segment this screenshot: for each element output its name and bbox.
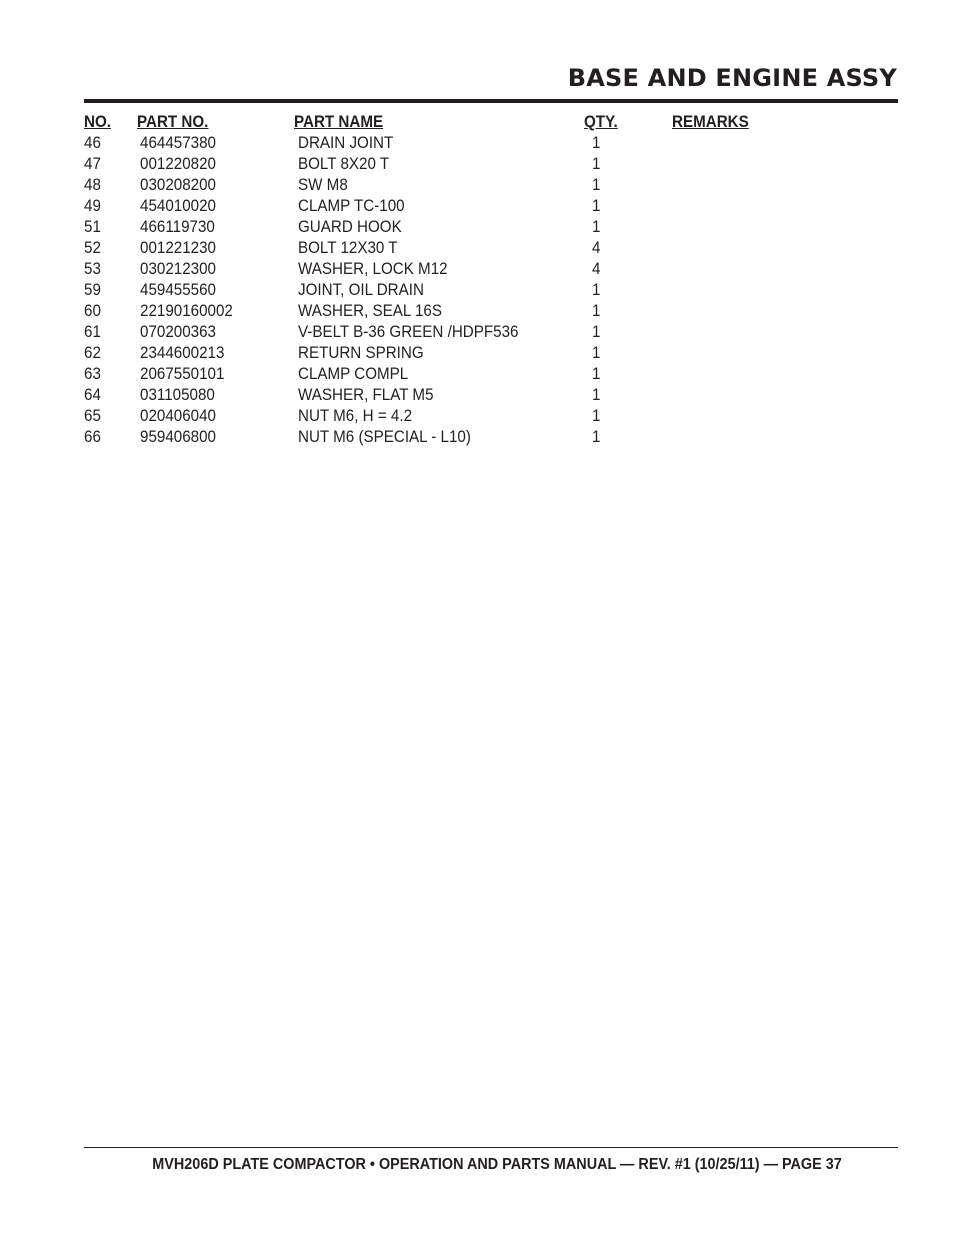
cell-qty: 1 [592,365,601,383]
table-row [84,385,804,406]
cell-part-name: CLAMP COMPL [298,365,409,383]
cell-part-no: 030208200 [140,176,216,194]
cell-part-name: WASHER, LOCK M12 [298,260,448,278]
cell-no: 62 [84,344,101,362]
cell-part-name: JOINT, OIL DRAIN [298,281,424,299]
cell-qty: 4 [592,239,601,257]
cell-qty: 1 [592,386,601,404]
cell-no: 48 [84,176,101,194]
cell-qty: 1 [592,281,601,299]
table-header-row [84,112,804,133]
cell-qty: 1 [592,302,601,320]
cell-part-name: CLAMP TC-100 [298,197,405,215]
table-row [84,175,804,196]
title-divider [84,99,898,103]
column-header-part-no: PART NO. [137,113,209,131]
column-header-qty: QTY. [584,113,618,131]
cell-no: 61 [84,323,101,341]
table-row [84,280,804,301]
cell-qty: 1 [592,344,601,362]
table-row [84,196,804,217]
cell-part-no: 466119730 [140,218,215,236]
column-header-no: NO. [84,113,111,131]
cell-part-name: V-BELT B-36 GREEN /HDPF536 [298,323,519,341]
cell-part-name: BOLT 8X20 T [298,155,390,173]
cell-no: 47 [84,155,101,173]
cell-no: 65 [84,407,101,425]
cell-qty: 1 [592,176,601,194]
cell-part-name: WASHER, SEAL 16S [298,302,442,320]
table-row [84,259,804,280]
cell-qty: 1 [592,197,601,215]
cell-part-no: 001220820 [140,155,216,173]
cell-no: 49 [84,197,101,215]
table-row [84,217,804,238]
cell-part-name: WASHER, FLAT M5 [298,386,434,404]
cell-qty: 1 [592,407,601,425]
cell-part-no: 031105080 [140,386,215,404]
cell-no: 52 [84,239,101,257]
cell-qty: 1 [592,155,601,173]
table-row [84,154,804,175]
table-row [84,406,804,427]
table-row [84,343,804,364]
table-row [84,364,804,385]
column-header-part-name: PART NAME [294,113,384,131]
cell-part-no: 001221230 [140,239,216,257]
cell-no: 46 [84,134,101,152]
table-row [84,133,804,154]
cell-qty: 1 [592,218,601,236]
cell-part-no: 22190160002 [140,302,233,320]
cell-no: 51 [84,218,101,236]
cell-part-no: 464457380 [140,134,216,152]
page-title: BASE AND ENGINE ASSY [567,64,897,92]
cell-qty: 4 [592,260,601,278]
table-body [84,133,804,448]
cell-part-no: 454010020 [140,197,216,215]
cell-no: 59 [84,281,101,299]
table-row [84,427,804,448]
cell-qty: 1 [592,134,601,152]
cell-part-no: 459455560 [140,281,216,299]
cell-qty: 1 [592,428,601,446]
cell-no: 60 [84,302,101,320]
cell-part-no: 959406800 [140,428,216,446]
cell-part-name: GUARD HOOK [298,218,402,236]
cell-part-name: NUT M6, H = 4.2 [298,407,413,425]
table-row [84,322,804,343]
cell-part-name: NUT M6 (SPECIAL - L10) [298,428,471,446]
cell-no: 63 [84,365,101,383]
cell-part-name: DRAIN JOINT [298,134,394,152]
column-header-remarks: REMARKS [672,113,749,131]
cell-part-no: 2344600213 [140,344,225,362]
cell-part-name: RETURN SPRING [298,344,424,362]
parts-table [84,112,804,448]
footer-divider [84,1147,898,1148]
cell-no: 53 [84,260,101,278]
cell-part-no: 2067550101 [140,365,225,383]
footer-text: MVH206D PLATE COMPACTOR • OPERATION AND PARTS MANUAL — REV. #1 (10/25/11) — PAGE 37 [152,1156,842,1173]
table-row [84,301,804,322]
table-row [84,238,804,259]
cell-qty: 1 [592,323,601,341]
cell-no: 66 [84,428,101,446]
cell-part-no: 020406040 [140,407,216,425]
cell-part-name: SW M8 [298,176,348,194]
cell-no: 64 [84,386,101,404]
cell-part-name: BOLT 12X30 T [298,239,398,257]
page-footer [0,1155,954,1175]
cell-part-no: 070200363 [140,323,216,341]
cell-part-no: 030212300 [140,260,216,278]
